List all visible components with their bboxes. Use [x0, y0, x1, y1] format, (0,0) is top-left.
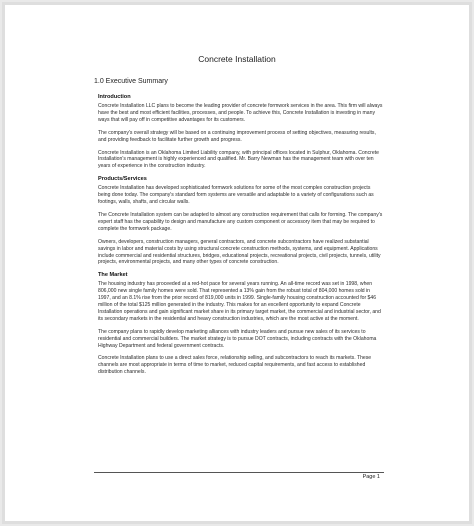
paragraph: Concrete Installation is an Oklahoma Limited Liability company, with principal offices located in Sulphur, Oklahoma. Concrete Installation's management is highly experienced and qualified. Mr. Barry Newman has the management team with over ten years of experience in the construction industry.	[98, 149, 379, 170]
paragraph: The Concrete Installation system can be adapted to almost any construction requirement that calls for forming. The company's expert staff has the capability to design and manufacture any custom component or accessory item that may be required to complete the formwork package.	[98, 211, 383, 232]
paragraph: Concrete Installation LLC plans to become the leading provider of concrete formwork services in the area. This firm will always have the best and most efficient facilities, processes, and people. To achieve this, Concrete Installation is investing in many ways that will pay off in competitive advantages for its customers.	[98, 103, 383, 123]
paragraph: Concrete Installation plans to use a direct sales force, relationship selling, and subcontractors to reach its markets. These channels are most appropriate in terms of time to market, reduced capital requirements, and fast access to established distribution channels.	[98, 355, 372, 376]
footer-divider	[94, 472, 384, 473]
paragraph: Owners, developers, construction managers, general contractors, and concrete subcontractors have realized substantial savings in labor and material costs by using structural concrete construction methods, systems, and equipment. Applications include commercial and residential structures, bridges, educational projects, recreational projects, civil projects, tunnels, utility projects, environmental projects, and many other types of concrete construction.	[98, 238, 381, 266]
page-number: Page 1	[362, 474, 380, 480]
paragraph: The company's overall strategy will be based on a continuing improvement process of setting objectives, measuring results, and providing feedback to facilitate further growth and progress.	[98, 129, 376, 143]
paragraph: The company plans to rapidly develop marketing alliances with industry leaders and pursue new sales of its services to residential and commercial builders. The market strategy is to pursue DOT contracts, including contracts with the Oklahoma Highway Department and federal government contracts.	[98, 328, 377, 349]
document-title: Concrete Installation	[198, 54, 276, 64]
subsection-heading-products-services: Products/Services	[98, 176, 147, 183]
document-page	[2, 2, 472, 524]
paragraph: The housing industry has proceeded at a red-hot pace for several years running. An all-time record was set in 1998, when 806,000 new single family homes were sold. That represented a 13% gain from the robust total of 804,000 homes sold in 1997, and an 8.1% rise from the prior record of 819,000 units in 1999. Single-family housing construction accounted for $46 million of the total $125 million generated in the industry. This makes for an excellent opportunity to expand Concrete Installation operations and gain significant market share in its primary target market, the commercial and industrial sector, and its secondary markets in the residential and heavy construction industries, which are the most active at the moment.	[98, 281, 381, 322]
section-heading-executive-summary: 1.0 Executive Summary	[94, 78, 168, 85]
paragraph: Concrete Installation has developed sophisticated formwork solutions for some of the most complex construction projects being done today. The company's standard form systems are versatile and adaptable to a variety of configurations such as footings, walls, shafts, and circular walls.	[98, 185, 374, 206]
document-body	[94, 78, 384, 382]
subsection-heading-the-market: The Market	[98, 272, 128, 279]
subsection-heading-introduction: Introduction	[98, 94, 131, 100]
